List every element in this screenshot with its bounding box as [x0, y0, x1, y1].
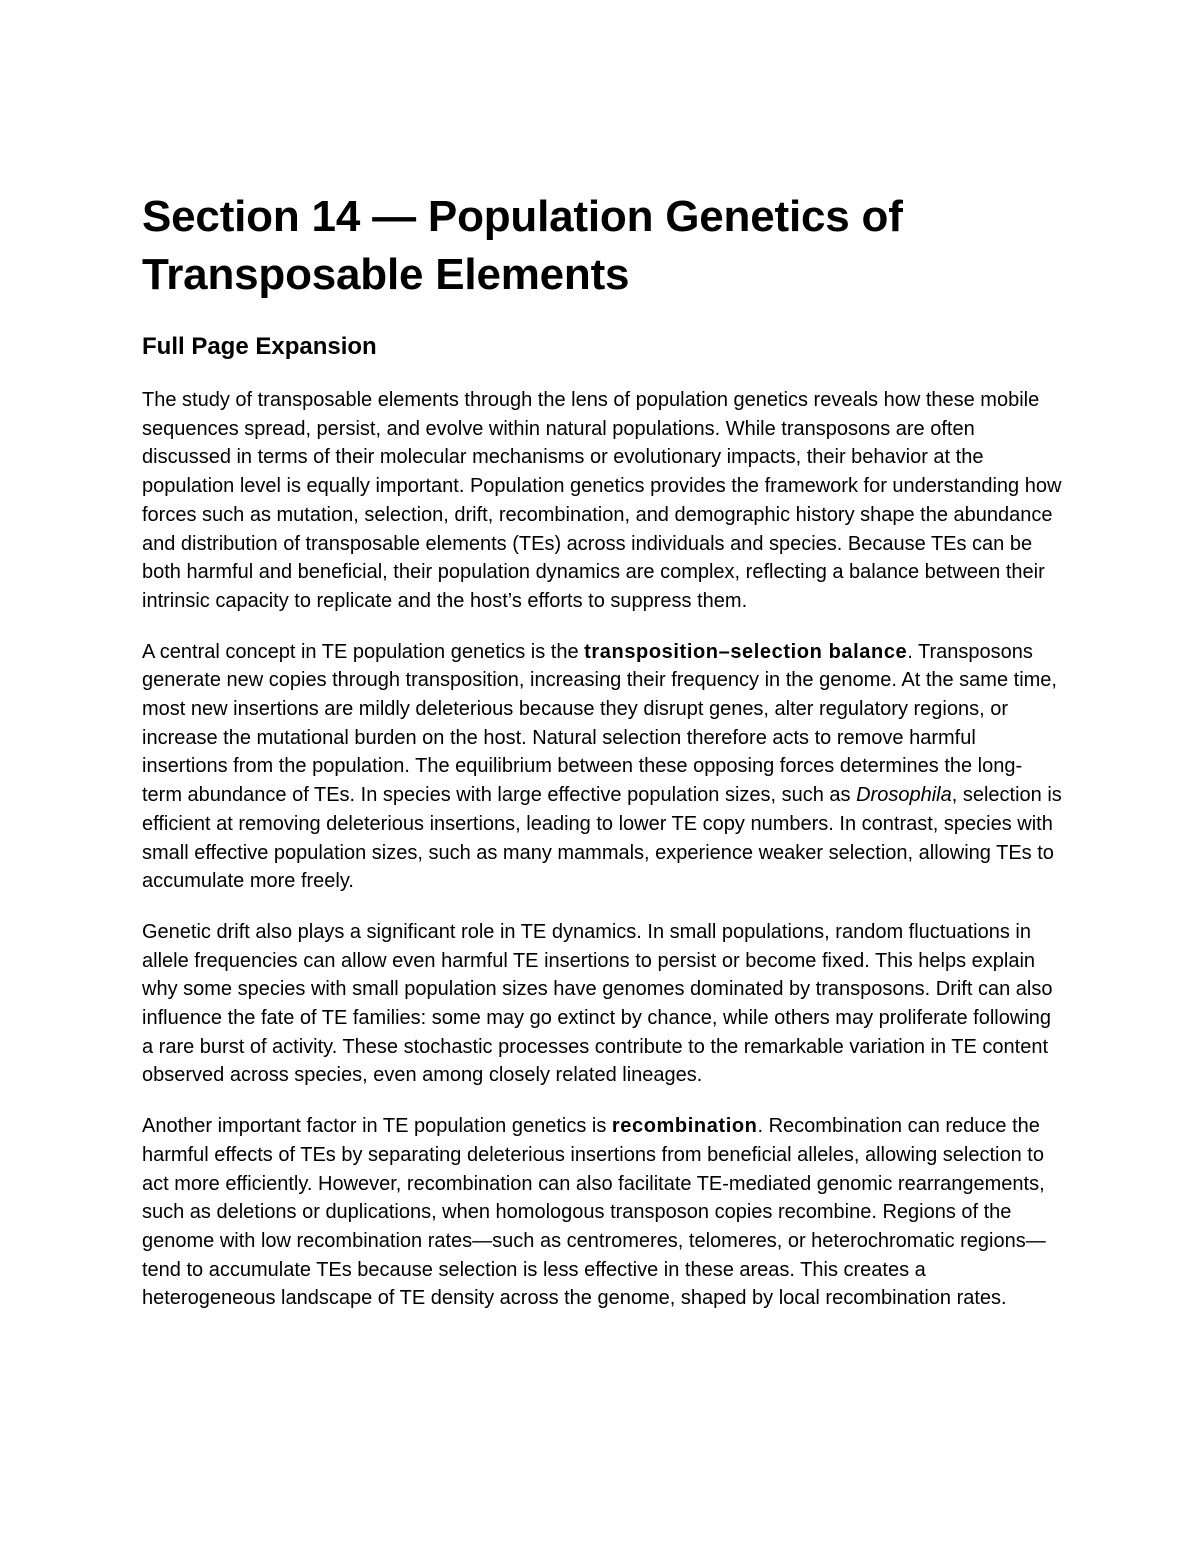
section-subtitle: Full Page Expansion [142, 333, 377, 360]
paragraph-text: Another important factor in TE population genetics is [142, 1115, 612, 1138]
paragraph-recombination [142, 1112, 1062, 1313]
key-term-transposition-selection-balance: transposition–selection balance [584, 640, 908, 663]
species-name-drosophila: Drosophila [856, 784, 952, 807]
paragraph-text: . Recombination can reduce the harmful effects of TEs by separating deleterious insertions from beneficial alleles, allowing selection to act more efficiently. However, recombination can also facilitate TE-mediated genomic rearrangements, such as deletions or duplications, when homologous transposon copies recombine. Regions of the genome with low recombination rates—such as centromeres, telomeres, or heterochromatic regions—tend to accumulate TEs because selection is less effective in these areas. This creates a heterogeneous landscape of TE density across the genome, shaped by local recombination rates. [142, 1115, 1046, 1310]
key-term-recombination: recombination [611, 1115, 758, 1138]
paragraph-genetic-drift: Genetic drift also plays a significant role in TE dynamics. In small populations, random fluctuations in allele frequencies can allow even harmful TE insertions to persist or become fixed. This helps explain why some species with small population sizes have genomes dominated by transposons. Drift can also influence the fate of TE families: some may go extinct by chance, while others may proliferate following a rare burst of activity. These stochastic processes contribute to the remarkable variation in TE content observed across species, even among closely related lineages. [142, 920, 1053, 1087]
paragraph-text: , selection is efficient at removing deleterious insertions, leading to lower TE copy numbers. In contrast, species with small effective population sizes, such as many mammals, experience weaker selection, allowing TEs to accumulate more freely. [142, 784, 1062, 893]
paragraph-introduction: The study of transposable elements through the lens of population genetics reveals how these mobile sequences spread, persist, and evolve within natural populations. While transposons are often discussed in terms of their molecular mechanisms or evolutionary impacts, their behavior at the population level is equally important. Population genetics provides the framework for understanding how forces such as mutation, selection, drift, recombination, and demographic history shape the abundance and distribution of transposable elements (TEs) across individuals and species. Because TEs can be both harmful and beneficial, their population dynamics are complex, reflecting a balance between their intrinsic capacity to replicate and the host’s efforts to suppress them. [142, 389, 1062, 612]
page-title: Section 14 — Population Genetics of Transposable Elements [142, 192, 903, 299]
paragraph-transposition-selection [142, 638, 1062, 896]
paragraph-text: A central concept in TE population genetics is the [142, 640, 585, 663]
document-page [142, 188, 1062, 1313]
paragraph-text: . Transposons generate new copies through transposition, increasing their frequency in the genome. At the same time, most new insertions are mildly deleterious because they disrupt genes, alter regulatory regions, or increase the mutational burden on the host. Natural selection therefore acts to remove harmful insertions from the population. The equilibrium between these opposing forces determines the long-term abundance of TEs. In species with large effective population sizes, such as [142, 640, 1057, 807]
